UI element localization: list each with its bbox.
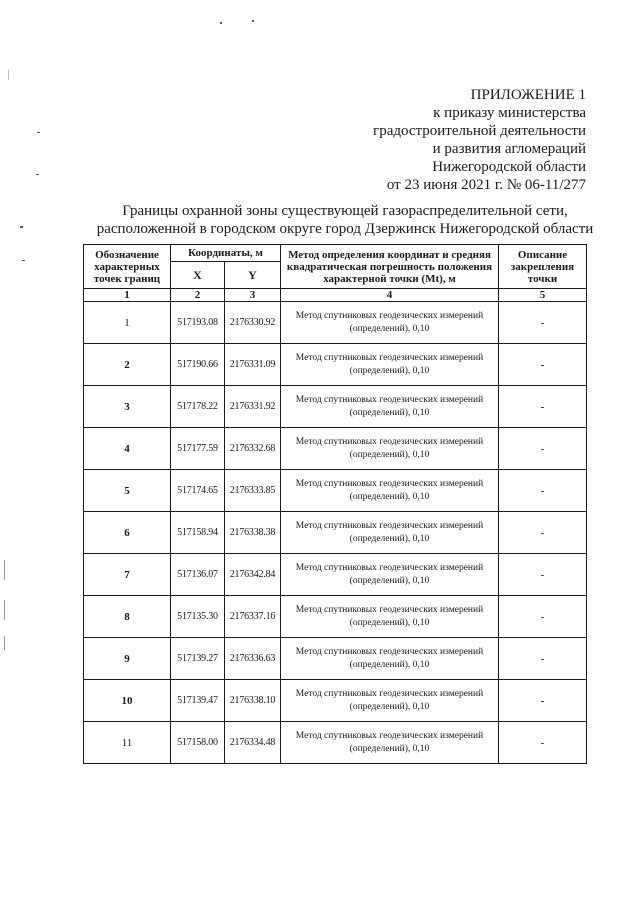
column-number: 5 <box>499 289 587 302</box>
description-cell: - <box>499 596 587 638</box>
table-row <box>84 302 587 344</box>
method-cell: Метод спутниковых геодезических измерений (определений), 0,10 <box>281 596 499 638</box>
point-number: 6 <box>84 512 171 554</box>
table-row <box>84 344 587 386</box>
coord-y: 2176336.63 <box>225 638 281 680</box>
appendix-ministry-line: и развития агломераций <box>432 141 586 157</box>
method-cell: Метод спутниковых геодезических измерений (определений), 0,10 <box>281 344 499 386</box>
appendix-header <box>373 86 586 194</box>
column-number: 3 <box>225 289 281 302</box>
header-method: Метод определения координат и средняя квадратическая погрешность положения характерной точки (Mt), м <box>281 245 499 289</box>
scan-speck <box>22 260 25 261</box>
appendix-title: ПРИЛОЖЕНИЕ 1 <box>470 87 586 103</box>
point-number: 5 <box>84 470 171 512</box>
scan-speck <box>4 636 5 650</box>
description-cell: - <box>499 470 587 512</box>
description-cell: - <box>499 386 587 428</box>
header-coordinates: Координаты, м <box>171 245 281 262</box>
description-cell: - <box>499 302 587 344</box>
table-row <box>84 470 587 512</box>
coord-x: 517174.65 <box>171 470 225 512</box>
scan-speck <box>37 132 40 133</box>
point-number: 4 <box>84 428 171 470</box>
header-y: Y <box>225 262 281 289</box>
coord-y: 2176331.92 <box>225 386 281 428</box>
coord-y: 2176332.68 <box>225 428 281 470</box>
method-cell: Метод спутниковых геодезических измерений (определений), 0,10 <box>281 680 499 722</box>
method-cell: Метод спутниковых геодезических измерений (определений), 0,10 <box>281 428 499 470</box>
table-row <box>84 722 587 764</box>
description-cell: - <box>499 680 587 722</box>
point-number: 11 <box>84 722 171 764</box>
description-cell: - <box>499 344 587 386</box>
coordinates-table <box>83 244 587 764</box>
column-number: 2 <box>171 289 225 302</box>
coord-y: 2176337.16 <box>225 596 281 638</box>
point-number: 7 <box>84 554 171 596</box>
method-cell: Метод спутниковых геодезических измерений (определений), 0,10 <box>281 386 499 428</box>
coord-x: 517139.47 <box>171 680 225 722</box>
table-row <box>84 638 587 680</box>
description-cell: - <box>499 722 587 764</box>
title-line: расположенной в городском округе город Дзержинск Нижегородской области <box>96 221 594 237</box>
appendix-order-line: к приказу министерства <box>433 105 586 121</box>
method-cell: Метод спутниковых геодезических измерений (определений), 0,10 <box>281 302 499 344</box>
table-row <box>84 386 587 428</box>
header-x: X <box>171 262 225 289</box>
coord-x: 517190.66 <box>171 344 225 386</box>
coord-x: 517158.00 <box>171 722 225 764</box>
scan-speck <box>220 22 222 24</box>
method-cell: Метод спутниковых геодезических измерений (определений), 0,10 <box>281 512 499 554</box>
coord-x: 517177.59 <box>171 428 225 470</box>
table-row <box>84 680 587 722</box>
method-cell: Метод спутниковых геодезических измерений (определений), 0,10 <box>281 554 499 596</box>
column-number: 4 <box>281 289 499 302</box>
method-cell: Метод спутниковых геодезических измерений (определений), 0,10 <box>281 638 499 680</box>
coord-y: 2176331.09 <box>225 344 281 386</box>
title-line: Границы охранной зоны существующей газораспределительной сети, <box>122 203 568 219</box>
column-number: 1 <box>84 289 171 302</box>
method-cell: Метод спутниковых геодезических измерений (определений), 0,10 <box>281 722 499 764</box>
description-cell: - <box>499 428 587 470</box>
point-number: 10 <box>84 680 171 722</box>
point-number: 8 <box>84 596 171 638</box>
table-row <box>84 512 587 554</box>
coord-y: 2176338.38 <box>225 512 281 554</box>
appendix-ministry-line: градостроительной деятельности <box>373 123 586 139</box>
header-designation: Обозначение характерных точек границ <box>84 245 171 289</box>
scan-speck <box>4 560 5 580</box>
appendix-date-line: от 23 июня 2021 г. № 06-11/277 <box>386 177 586 193</box>
method-cell: Метод спутниковых геодезических измерений (определений), 0,10 <box>281 470 499 512</box>
scan-speck <box>252 20 254 22</box>
coord-x: 517178.22 <box>171 386 225 428</box>
point-number: 9 <box>84 638 171 680</box>
table-row <box>84 428 587 470</box>
coord-y: 2176333.85 <box>225 470 281 512</box>
table-row <box>84 554 587 596</box>
scan-speck <box>36 174 39 175</box>
coord-x: 517158.94 <box>171 512 225 554</box>
description-cell: - <box>499 638 587 680</box>
header-description: Описание закрепления точки <box>499 245 587 289</box>
coord-x: 517193.08 <box>171 302 225 344</box>
scan-speck <box>4 600 5 620</box>
document-title <box>60 202 630 238</box>
description-cell: - <box>499 512 587 554</box>
coord-y: 2176334.48 <box>225 722 281 764</box>
point-number: 1 <box>84 302 171 344</box>
coord-y: 2176342.84 <box>225 554 281 596</box>
coord-y: 2176338.10 <box>225 680 281 722</box>
coord-y: 2176330.92 <box>225 302 281 344</box>
appendix-region-line: Нижегородской области <box>432 159 586 175</box>
point-number: 3 <box>84 386 171 428</box>
description-cell: - <box>499 554 587 596</box>
table-row <box>84 596 587 638</box>
point-number: 2 <box>84 344 171 386</box>
scan-speck <box>8 70 9 80</box>
scan-speck <box>20 226 23 228</box>
coord-x: 517135.30 <box>171 596 225 638</box>
coord-x: 517139.27 <box>171 638 225 680</box>
coord-x: 517136.07 <box>171 554 225 596</box>
